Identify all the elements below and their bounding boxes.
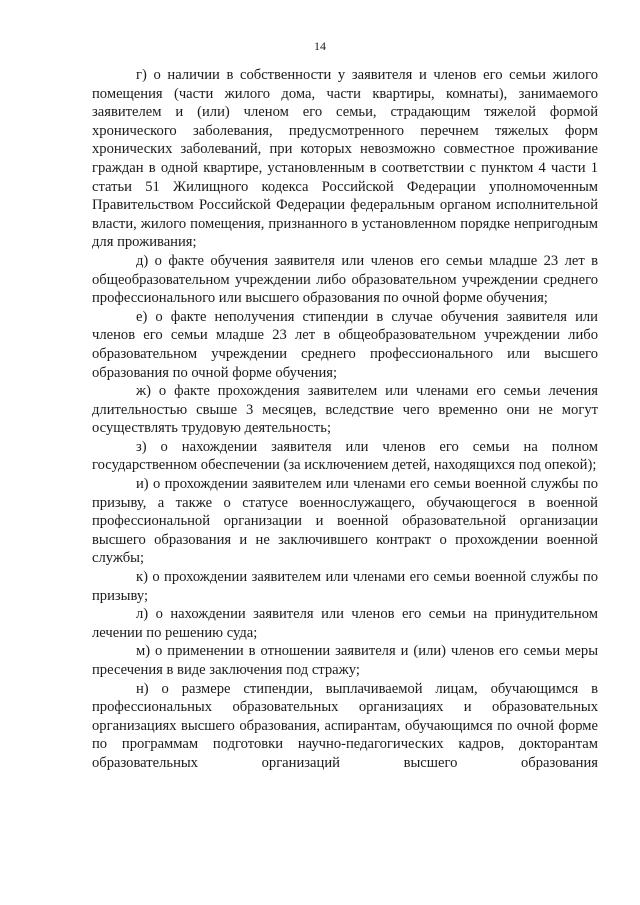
paragraph-g: г) о наличии в собственности у заявителя и членов его семьи жилого помещения (части жилого дома, части квартиры, комнаты), занимаемого заявителем и (или) членом его семьи, страдающим тяжелой формой хронического заболевания, предусмотренного перечнем тяжелых форм хронических заболеваний, при которых невозможно совместное проживание граждан в одной квартире, установленным в соответствии с пунктом 4 части 1 статьи 51 Жилищного кодекса Российской Федерации уполномоченным Правительством Российской Федерации федеральным органом исполнительной власти, жилого помещения, признанного в установленном порядке непригодным для проживания; [92,67,598,251]
paragraph-i: и) о прохождении заявителем или членами его семьи военной службы по призыву, а также о статусе военнослужащего, обучающегося в военной профессиональной организации и военной образовательной организации высшего образования и не заключившего контракт о прохождении военной службы; [92,476,598,567]
paragraph-e: е) о факте неполучения стипендии в случае обучения заявителя или членов его семьи младше 23 лет в общеобразовательном учреждении либо образовательном учреждении среднего профессионального или высшего образования по очной форме обучения; [92,308,598,381]
paragraph-l: л) о нахождении заявителя или членов его семьи на принудительном лечении по решению суда; [92,606,598,641]
paragraph-zh: ж) о факте прохождения заявителем или членами его семьи лечения длительностью свыше 3 месяцев, вследствие чего временно они не могут осуществлять трудовую деятельность; [92,383,598,437]
paragraph-m: м) о применении в отношении заявителя и (или) членов его семьи меры пресечения в виде заключения под стражу; [92,643,598,678]
paragraph-d: д) о факте обучения заявителя или членов его семьи младше 23 лет в общеобразовательном учреждении либо образовательном учреждении среднего профессионального или высшего образования по очной форме обучения; [92,252,598,307]
paragraph-n: н) о размере стипендии, выплачиваемой лицам, обучающимся в профессиональных образовательных организациях и образовательных организациях высшего образования, аспирантам, обучающимся по очной форме по программам подготовки научно-педагогических кадров, докторантам образовательных организаций высшего образования [92,680,598,771]
document-body [92,66,598,773]
page-number: 14 [314,39,326,53]
paragraph-k: к) о прохождении заявителем или членами его семьи военной службы по призыву; [92,569,598,604]
paragraph-z: з) о нахождении заявителя или членов его семьи на полном государственном обеспечении (за исключением детей, находящихся под опекой); [92,438,598,474]
